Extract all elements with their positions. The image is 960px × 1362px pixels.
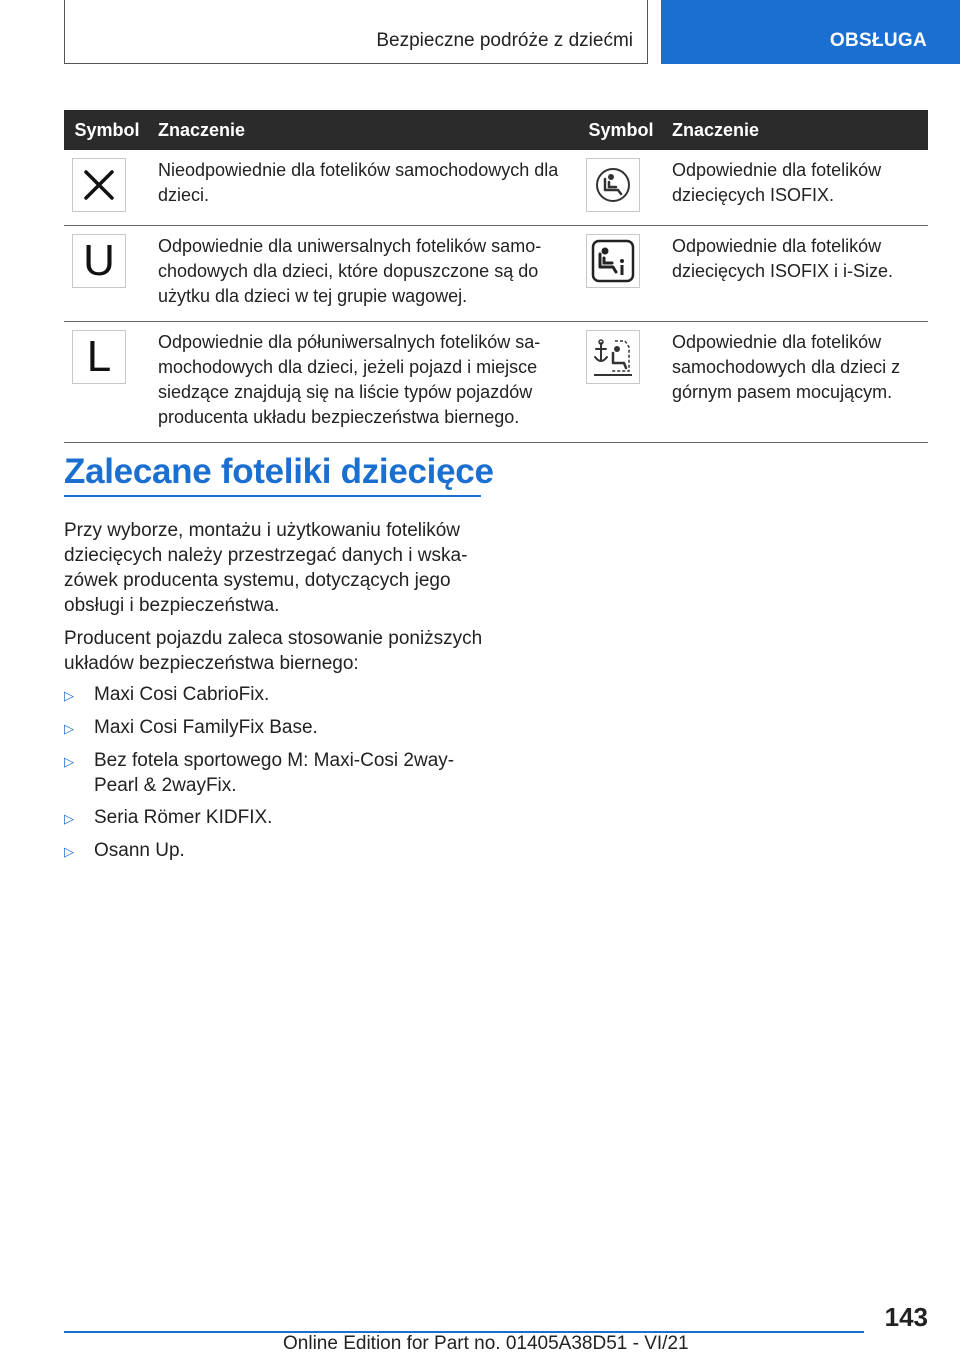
top-tether-anchor-icon (586, 330, 640, 384)
bullet-triangle-icon: ▷ (64, 754, 74, 769)
bullet-triangle-icon: ▷ (64, 688, 74, 703)
page-number: 143 (884, 1302, 928, 1332)
section-underline (64, 495, 481, 497)
u-letter: U (83, 235, 115, 285)
table-cell: Odpowiednie dla uniwersalnych fotelików samochodowych dla dzieci, które dopuszczone są do użytku dla dzieci w tej grupie wagowej. (150, 225, 578, 321)
table-cell: Odpowiednie dla fotelików dziecięcych ISOFIX. (664, 150, 928, 225)
list-item (64, 748, 484, 798)
recommended-seat-list (64, 682, 484, 871)
table-cell: Odpowiednie dla fotelików samochodowych dla dzieci z górnym pasem mocującym. (664, 321, 928, 442)
section-heading: Zalecane foteliki dziecięce (64, 452, 494, 491)
header-symbol-1: Symbol (64, 110, 150, 150)
list-item-text: Osann Up. (94, 840, 185, 861)
list-item-text: Bez fotela sportowego M: Maxi-Cosi 2wayPearl & 2wayFix. (94, 750, 455, 796)
table-cell: Odpowiednie dla półuniwersalnych fotelików samochodowych dla dzieci, jeżeli pojazd i miejsce siedzące znajdują się na liście typów pojazdów producenta układu bezpieczeństwa biernego. (150, 321, 578, 442)
x-mark-icon (72, 158, 126, 212)
table-row (64, 150, 928, 225)
paragraph: Producent pojazdu zaleca stosowanie poniższych układów bezpieczeństwa biernego: (64, 628, 483, 674)
l-letter: L (86, 331, 112, 381)
isofix-seat-icon (586, 158, 640, 212)
list-item (64, 805, 484, 831)
header-symbol-2: Symbol (578, 110, 664, 150)
bullet-triangle-icon: ▷ (64, 844, 74, 859)
symbol-table (64, 110, 928, 443)
header-meaning-2: Znaczenie (664, 110, 928, 150)
bullet-triangle-icon: ▷ (64, 721, 74, 736)
l-symbol (72, 330, 126, 384)
section-label: OBSŁUGA (829, 30, 927, 51)
list-item (64, 682, 484, 708)
table-header-row (64, 110, 928, 150)
header-frame (64, 0, 648, 64)
table-row (64, 225, 928, 321)
list-item-text: Seria Römer KIDFIX. (94, 807, 273, 828)
edition-text: Online Edition for Part no. 01405A38D51 - VI/21 (283, 1333, 689, 1354)
paragraph: Przy wyborze, montażu i użytkowaniu fotelików dziecięcych należy przestrzegać danych i wskazówek producenta systemu, dotyczących jego obsługi i bezpieczeństwa. (64, 520, 468, 616)
bullet-triangle-icon: ▷ (64, 811, 74, 826)
isofix-isize-icon (586, 234, 640, 288)
section-tab (661, 0, 960, 64)
table-cell: Odpowiednie dla fotelików dziecięcych ISOFIX i i-Size. (664, 225, 928, 321)
list-item (64, 715, 484, 741)
u-symbol (72, 234, 126, 288)
table-row (64, 321, 928, 442)
header-meaning-1: Znaczenie (150, 110, 578, 150)
list-item-text: Maxi Cosi FamilyFix Base. (94, 717, 318, 738)
list-item-text: Maxi Cosi CabrioFix. (94, 684, 270, 705)
list-item (64, 838, 484, 864)
table-cell: Nieodpowiednie dla fotelików samochodowych dla dzieci. (150, 150, 578, 225)
chapter-title: Bezpieczne podróże z dziećmi (376, 30, 633, 51)
